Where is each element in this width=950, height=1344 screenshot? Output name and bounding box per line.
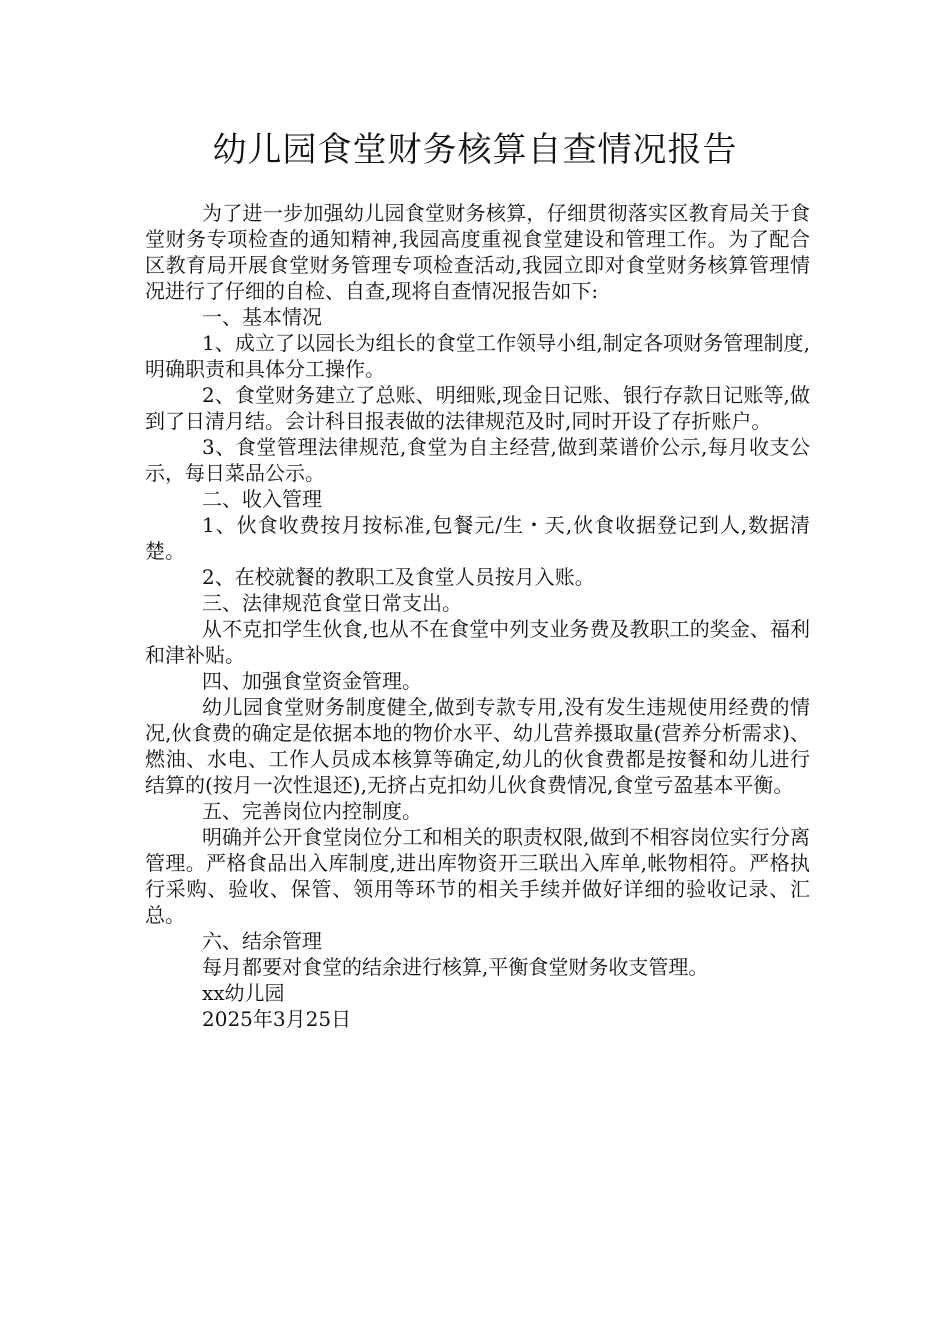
body-paragraph: 2、在校就餐的教职工及食堂人员按月入账。	[202, 565, 595, 589]
signature-date: 2025年3月25日	[202, 1007, 352, 1031]
signature-organization: xx幼儿园	[202, 981, 285, 1005]
section-heading-expense: 三、法律规范食堂日常支出。	[202, 591, 462, 615]
section-heading-basic: 一、基本情况	[202, 305, 322, 329]
document-body	[145, 200, 810, 1032]
section-heading-income: 二、收入管理	[202, 487, 322, 511]
body-paragraph: 明确并公开食堂岗位分工和相关的职责权限,做到不相容岗位实行分离管理。严格食品出入库制度,进出库物资开三联出入库单,帐物相符。严格执行采购、验收、保管、领用等环节的相关手续并做好详细的验收记录、汇总。	[145, 825, 810, 927]
body-paragraph: 2、食堂财务建立了总账、明细账,现金日记账、银行存款日记账等,做到了日清月结。会计科目报表做的法律规范及时,同时开设了存折账户。	[145, 383, 810, 433]
section-heading-surplus: 六、结余管理	[202, 929, 322, 953]
body-paragraph: 幼儿园食堂财务制度健全,做到专款专用,没有发生违规使用经费的情况,伙食费的确定是依据本地的物价水平、幼儿营养摄取量(营养分析需求)、燃油、水电、工作人员成本核算等确定,幼儿的伙食费都是按餐和幼儿进行结算的(按月一次性退还),无挤占克扣幼儿伙食费情况,食堂亏盈基本平衡。	[145, 695, 810, 797]
body-paragraph: 1、成立了以园长为组长的食堂工作领导小组,制定各项财务管理制度,明确职责和具体分工操作。	[145, 331, 810, 381]
section-heading-control: 五、完善岗位内控制度。	[202, 799, 422, 823]
body-paragraph: 从不克扣学生伙食,也从不在食堂中列支业务费及教职工的奖金、福利和津补贴。	[145, 617, 810, 667]
body-paragraph: 1、伙食收费按月按标准,包餐元/生・天,伙食收据登记到人,数据清楚。	[145, 513, 810, 563]
section-heading-funds: 四、加强食堂资金管理。	[202, 669, 422, 693]
intro-paragraph: 为了进一步加强幼儿园食堂财务核算，仔细贯彻落实区教育局关于食堂财务专项检查的通知精神,我园高度重视食堂建设和管理工作。为了配合区教育局开展食堂财务管理专项检查活动,我园立即对食堂财务核算管理情况进行了仔细的自检、自查,现将自查情况报告如下:	[145, 201, 810, 303]
body-paragraph: 3、食堂管理法律规范,食堂为自主经营,做到菜谱价公示,每月收支公示，每日菜品公示。	[145, 435, 810, 485]
document-title: 幼儿园食堂财务核算自查情况报告	[212, 130, 738, 170]
body-paragraph: 每月都要对食堂的结余进行核算,平衡食堂财务收支管理。	[202, 955, 709, 979]
